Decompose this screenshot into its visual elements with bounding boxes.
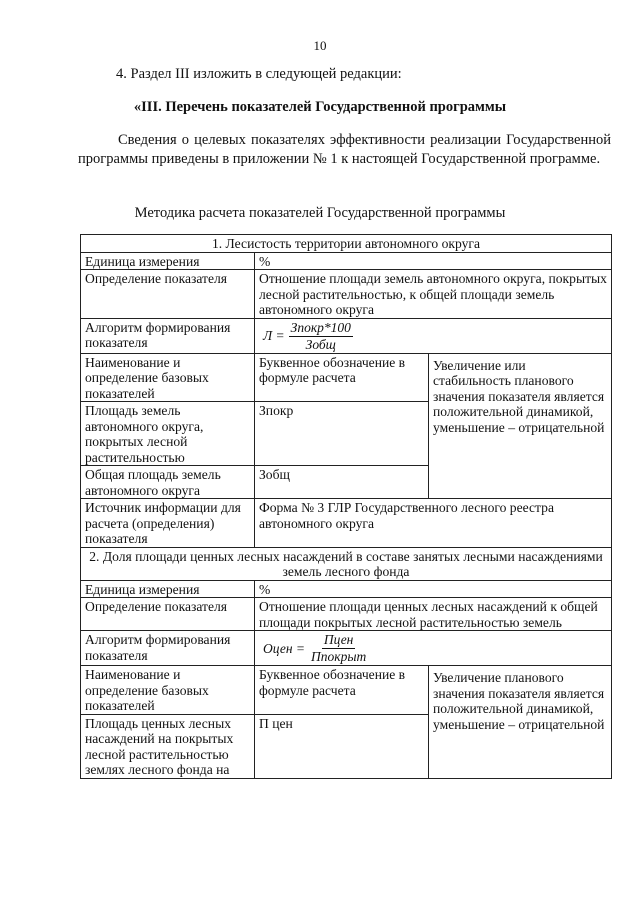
intro-paragraph: Сведения о целевых показателях эффективности реализации Государственной программы приведены в приложении № 1 к настоящей Государственной программе. <box>78 132 611 167</box>
table-row <box>81 252 612 270</box>
formula-denominator: Ппокрыт <box>311 649 367 664</box>
base-label: Наименование и определение базовых показателей <box>81 666 255 715</box>
indicators-table <box>80 234 612 779</box>
formula-fraction <box>289 320 353 353</box>
formula-numerator: Пцен <box>323 632 354 647</box>
formula-lhs: Оцен = <box>263 640 306 656</box>
table-caption: Методика расчета показателей Государственной программы <box>134 205 506 221</box>
base-name: Площадь земель автономного округа, покрытых лесной растительностью <box>81 402 255 466</box>
page-number: 10 <box>313 38 327 53</box>
formula <box>259 632 607 665</box>
unit-label: Единица измерения <box>81 252 255 270</box>
table-row <box>81 598 612 631</box>
table-row <box>81 580 612 598</box>
letter-label: Буквенное обозначение в формуле расчета <box>255 666 429 715</box>
table-row <box>81 353 612 402</box>
table-row <box>81 631 612 666</box>
table-row <box>81 547 612 580</box>
unit-label: Единица измерения <box>81 580 255 598</box>
algorithm-label: Алгоритм формирования показателя <box>81 631 255 666</box>
indicator-title: 1. Лесистость территории автономного округа <box>81 235 612 253</box>
table-row <box>81 270 612 319</box>
formula-fraction <box>309 632 368 665</box>
indicator-title: 2. Доля площади ценных лесных насаждений в составе занятых лесными насаждениями земель лесного фонда <box>81 547 612 580</box>
base-symbol: П цен <box>255 714 429 778</box>
intro-line: 4. Раздел III изложить в следующей редакции: <box>116 66 402 82</box>
source-value: Форма № 3 ГЛР Государственного лесного реестра автономного округа <box>255 499 612 548</box>
formula-denominator: Зобщ <box>305 336 336 352</box>
trend-text: Увеличение или стабильность планового значения показателя является положительной динамикой, уменьшение – отрицательной <box>429 353 612 499</box>
trend-text: Увеличение планового значения показателя является положительной динамикой, уменьшение – отрицательной <box>429 666 612 779</box>
table-row <box>81 499 612 548</box>
table-row <box>81 318 612 353</box>
formula-cell <box>255 318 612 353</box>
formula <box>259 320 607 353</box>
definition-label: Определение показателя <box>81 270 255 319</box>
table-row <box>81 666 612 715</box>
formula-cell <box>255 631 612 666</box>
definition-value: Отношение площади земель автономного округа, покрытых лесной растительностью, к общей площади земель автономного округа <box>255 270 612 319</box>
table-row <box>81 235 612 253</box>
base-label: Наименование и определение базовых показателей <box>81 353 255 402</box>
source-label: Источник информации для расчета (определения) показателя <box>81 499 255 548</box>
formula-lhs: Л = <box>263 328 285 344</box>
algorithm-label: Алгоритм формирования показателя <box>81 318 255 353</box>
unit-value: % <box>255 252 612 270</box>
section-heading: «III. Перечень показателей Государственной программы <box>133 99 507 115</box>
formula-numerator: Зпокр*100 <box>290 319 351 335</box>
base-symbol: Зобщ <box>255 466 429 499</box>
base-symbol: Зпокр <box>255 402 429 466</box>
base-name: Площадь ценных лесных насаждений на покрытых лесной растительностью землях лесного фонда на <box>81 714 255 778</box>
definition-value: Отношение площади ценных лесных насаждений к общей площади покрытых лесной растительностью земель <box>255 598 612 631</box>
letter-label: Буквенное обозначение в формуле расчета <box>255 353 429 402</box>
base-name: Общая площадь земель автономного округа <box>81 466 255 499</box>
definition-label: Определение показателя <box>81 598 255 631</box>
unit-value: % <box>255 580 612 598</box>
